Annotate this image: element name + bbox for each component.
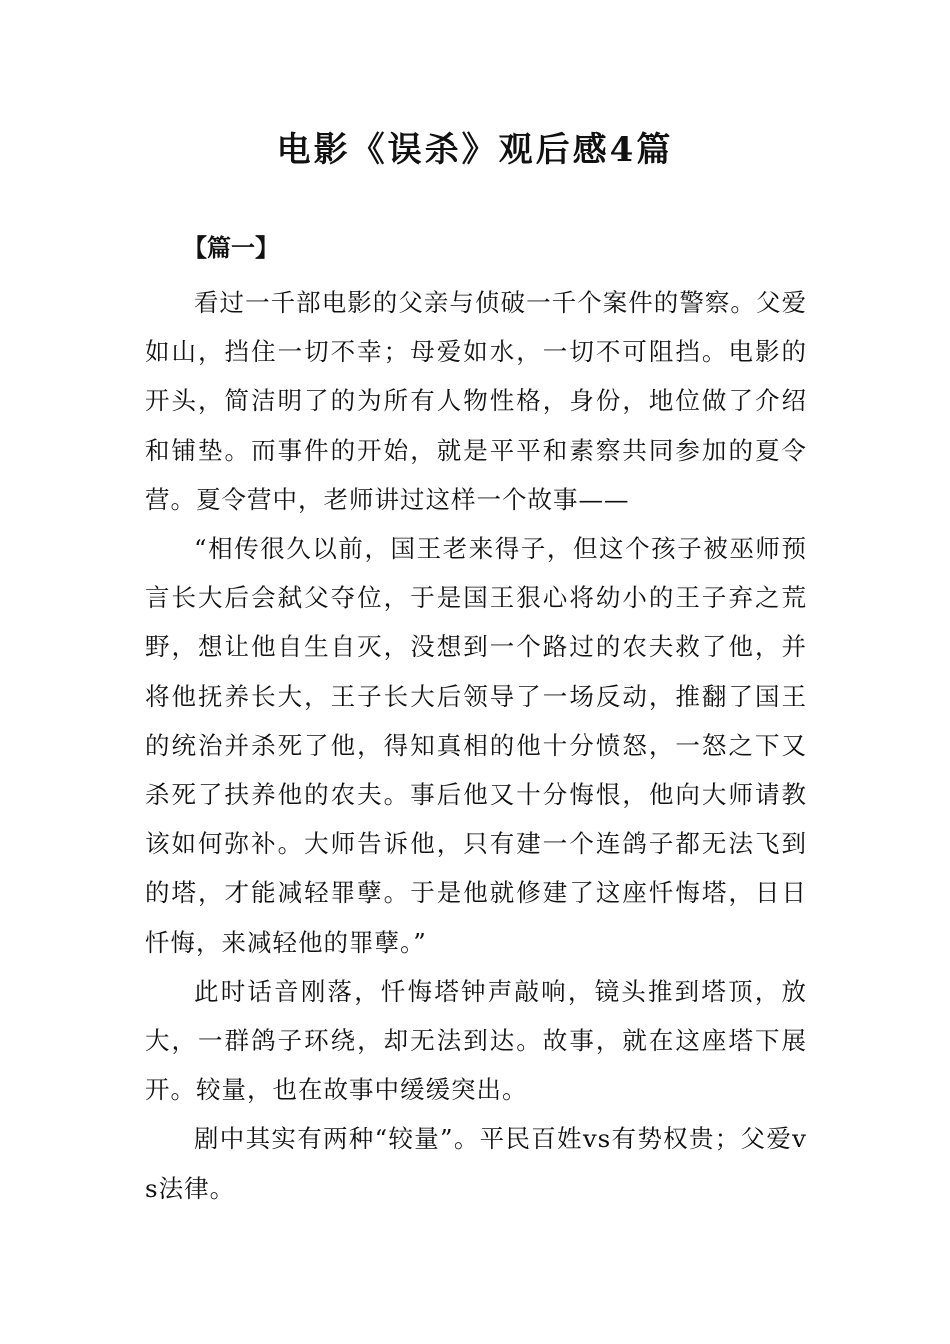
paragraph-3: 此时话音刚落，忏悔塔钟声敲响，镜头推到塔顶，放大，一群鸽子环绕，却无法到达。故事，就在这座塔下展开。较量，也在故事中缓缓突出。	[145, 976, 807, 1105]
article-body	[145, 278, 807, 1213]
section-heading: 【篇一】	[183, 233, 279, 262]
page-title: 电影《误杀》观后感4篇	[276, 130, 674, 170]
paragraph-4: 剧中其实有两种“较量”。平民百姓vs有势权贵；父爱vs法律。	[145, 1124, 807, 1203]
paragraph-2: “相传很久以前，国王老来得子，但这个孩子被巫师预言长大后会弑父夺位，于是国王狠心将幼小的王子弃之荒野，想让他自生自灭，没想到一个路过的农夫救了他，并将他抚养长大，王子长大后领导了一场反动，推翻了国王的统治并杀死了他，得知真相的他十分愤怒，一怒之下又杀死了扶养他的农夫。事后他又十分悔恨，他向大师请教该如何弥补。大师告诉他，只有建一个连鸽子都无法飞到的塔，才能减轻罪孽。于是他就修建了这座忏悔塔，日日忏悔，来减轻他的罪孽。”	[145, 534, 807, 957]
paragraph-1: 看过一千部电影的父亲与侦破一千个案件的警察。父爱如山，挡住一切不幸；母爱如水，一切不可阻挡。电影的开头，简洁明了的为所有人物性格，身份，地位做了介绍和铺垫。而事件的开始，就是平平和素察共同参加的夏令营。夏令营中，老师讲过这样一个故事——	[145, 288, 807, 514]
